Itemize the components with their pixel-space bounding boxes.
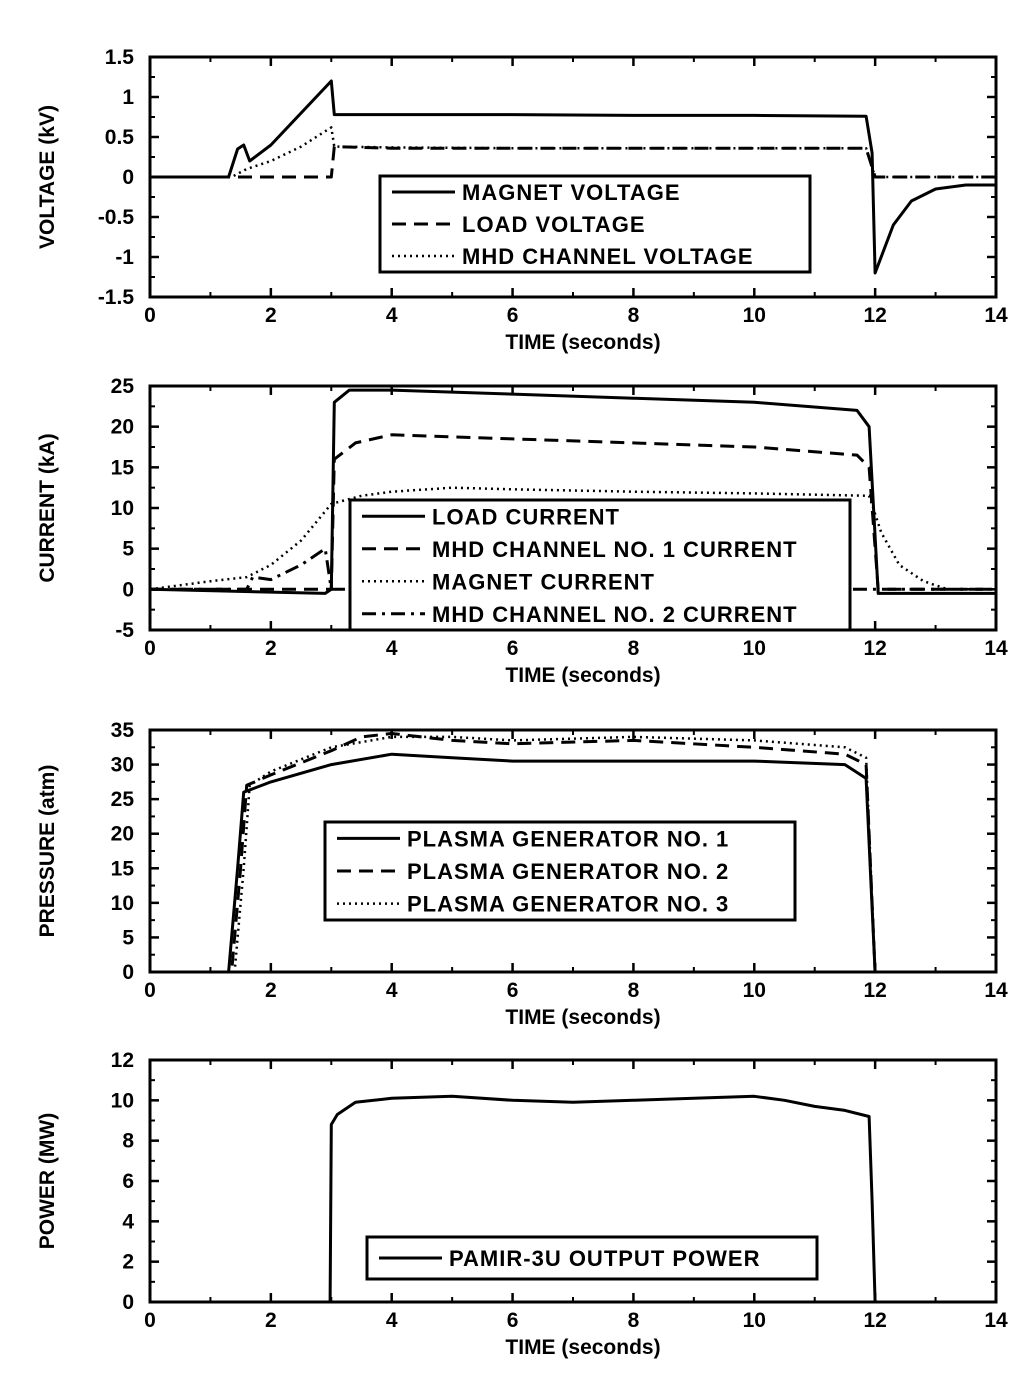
y-tick-label: 35: [110, 719, 134, 742]
y-tick-label: 1: [122, 86, 134, 109]
x-tick-label: 8: [627, 304, 640, 327]
legend-entry: PAMIR-3U OUTPUT POWER: [449, 1246, 761, 1271]
chart-panel-4: [36, 1049, 1008, 1359]
y-tick-label: 20: [110, 822, 134, 846]
y-tick-label: 10: [110, 891, 134, 915]
y-tick-label: 5: [122, 926, 134, 950]
y-tick-label: 0: [122, 166, 134, 189]
y-tick-label: -1.5: [97, 286, 134, 309]
x-tick-label: 6: [506, 637, 519, 660]
y-tick-label: 1.5: [104, 46, 134, 69]
x-axis-label: TIME (seconds): [505, 1336, 661, 1359]
y-tick-label: 15: [110, 857, 134, 881]
legend: [380, 176, 810, 272]
y-tick-label: 2: [122, 1250, 134, 1274]
legend: [367, 1237, 817, 1279]
x-tick-label: 2: [265, 304, 277, 327]
x-tick-label: 0: [144, 304, 156, 327]
legend: [350, 500, 850, 630]
x-tick-label: 2: [265, 637, 277, 660]
x-tick-label: 8: [627, 637, 640, 660]
x-tick-label: 12: [863, 304, 887, 327]
x-tick-label: 8: [627, 979, 640, 1002]
legend-entry: MHD CHANNEL NO. 2 CURRENT: [432, 601, 798, 627]
chart-panel-3: [36, 719, 1008, 1029]
y-tick-label: 20: [110, 415, 134, 439]
y-axis-label: PRESSURE (atm): [36, 764, 59, 938]
chart-panel-2: [36, 375, 1008, 687]
x-tick-label: 0: [144, 637, 156, 660]
x-tick-label: 14: [984, 304, 1008, 327]
legend-entry: PLASMA GENERATOR NO. 3: [407, 891, 730, 917]
x-tick-label: 12: [863, 979, 887, 1002]
x-tick-label: 4: [385, 979, 398, 1002]
y-tick-label: -5: [115, 619, 134, 642]
x-tick-label: 14: [984, 979, 1008, 1002]
legend-entry: PLASMA GENERATOR NO. 2: [407, 859, 730, 884]
y-tick-label: 0: [122, 578, 134, 602]
x-axis-label: TIME (seconds): [505, 664, 661, 687]
x-tick-label: 2: [265, 1309, 277, 1332]
y-tick-label: 15: [110, 456, 134, 480]
legend-entry: LOAD VOLTAGE: [462, 212, 646, 237]
x-tick-label: 6: [506, 979, 519, 1002]
legend-entry: MHD CHANNEL NO. 1 CURRENT: [432, 536, 798, 562]
y-axis-label: CURRENT (kA): [36, 433, 59, 583]
chart-panel-1: [36, 46, 1008, 354]
x-tick-label: 10: [742, 304, 766, 327]
y-tick-label: 25: [110, 788, 134, 812]
x-tick-label: 6: [506, 1309, 519, 1332]
y-tick-label: 0: [122, 961, 134, 984]
x-tick-label: 2: [265, 979, 277, 1002]
x-tick-label: 14: [984, 637, 1008, 660]
legend-entry: MHD CHANNEL VOLTAGE: [462, 244, 754, 269]
legend-entry: MAGNET CURRENT: [432, 569, 655, 595]
x-tick-label: 12: [863, 637, 887, 660]
x-tick-label: 10: [742, 979, 766, 1002]
y-tick-label: -1: [115, 246, 134, 269]
x-tick-label: 10: [742, 637, 766, 660]
legend-entry: MAGNET VOLTAGE: [462, 180, 681, 205]
x-tick-label: 14: [984, 1309, 1008, 1332]
x-tick-label: 4: [385, 304, 398, 327]
y-tick-label: 30: [110, 753, 134, 777]
legend-entry: LOAD CURRENT: [432, 504, 620, 530]
y-tick-label: 5: [122, 537, 134, 561]
y-tick-label: 10: [110, 1089, 134, 1113]
series-line-2: [150, 147, 996, 177]
y-axis-label: VOLTAGE (kV): [36, 105, 59, 249]
x-tick-label: 0: [144, 1309, 156, 1332]
x-tick-label: 0: [144, 979, 156, 1002]
x-tick-label: 4: [385, 1309, 398, 1332]
y-tick-label: 4: [122, 1210, 134, 1234]
y-tick-label: 10: [110, 497, 134, 520]
y-tick-label: 25: [110, 375, 134, 398]
x-tick-label: 4: [385, 637, 398, 660]
x-tick-label: 12: [863, 1309, 887, 1332]
x-axis-label: TIME (seconds): [505, 331, 661, 354]
y-tick-label: 8: [122, 1129, 134, 1153]
y-tick-label: 6: [122, 1170, 134, 1193]
y-tick-label: 0.5: [104, 126, 134, 149]
y-tick-label: 0: [122, 1291, 134, 1314]
y-axis-label: POWER (MW): [36, 1112, 59, 1250]
legend: [325, 822, 795, 920]
y-tick-label: 12: [110, 1049, 134, 1072]
x-tick-label: 10: [742, 1309, 766, 1332]
x-tick-label: 8: [627, 1309, 640, 1332]
x-tick-label: 6: [506, 304, 519, 327]
y-tick-label: -0.5: [97, 206, 134, 229]
x-axis-label: TIME (seconds): [505, 1006, 661, 1029]
legend-entry: PLASMA GENERATOR NO. 1: [407, 826, 730, 852]
